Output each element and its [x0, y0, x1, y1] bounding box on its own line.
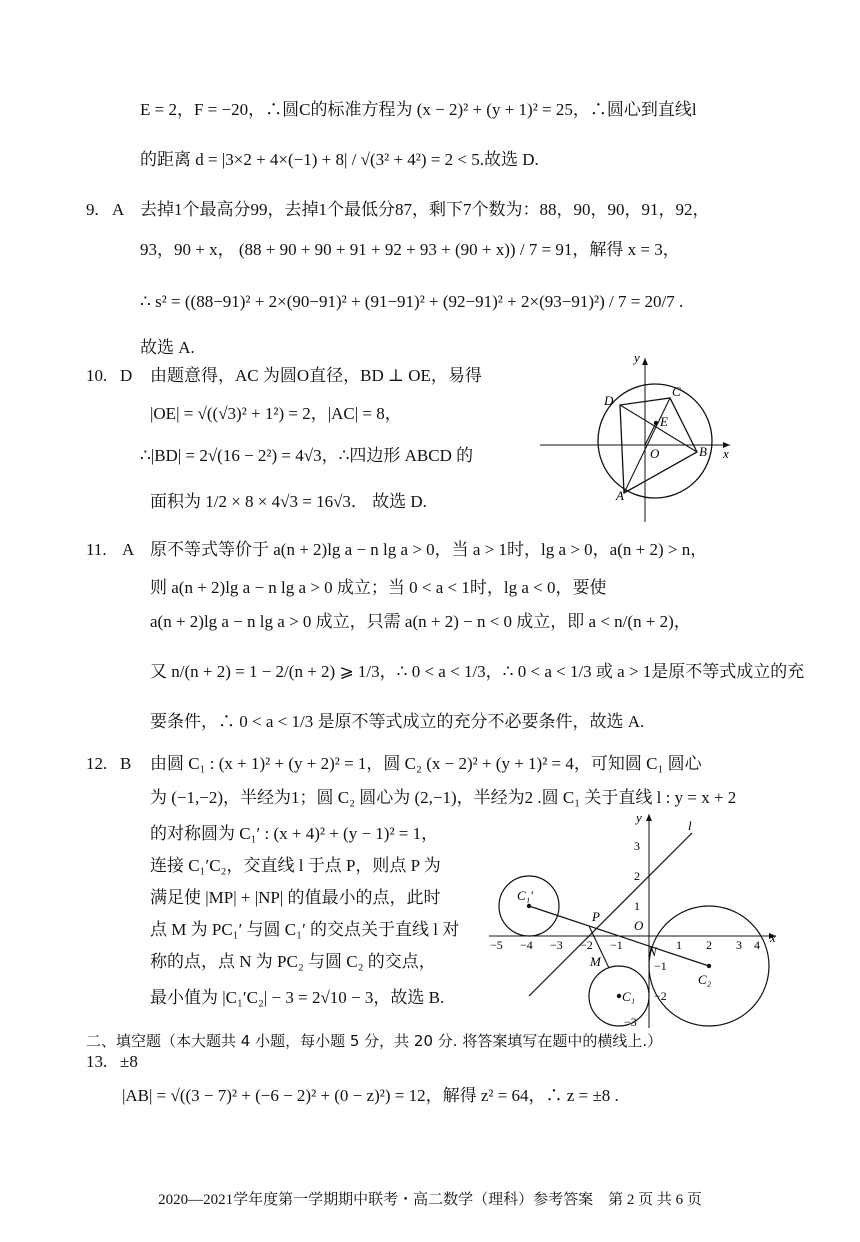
q12-ytick: 3 [634, 839, 640, 853]
q12-center-c1-prime [527, 904, 531, 908]
q10-answer: D [120, 366, 133, 385]
q11-line-3: a(n + 2)lg a − n lg a > 0 成立，只需 a(n + 2) − n < 0 成立，即 a < n/(n + 2)， [150, 612, 691, 631]
q10-label-a: A [616, 488, 624, 503]
q8-line-2: 的距离 d = |3×2 + 4×(−1) + 8| / √(3² + 4²) = 2 < 5.故选 D. [140, 150, 539, 169]
q12-label-o: O [634, 918, 644, 933]
q11-line-2: 则 a(n + 2)lg a − n lg a > 0 成立；当 0 < a < 1时，lg a < 0，要使 [150, 578, 607, 597]
q12-xtick: −4 [520, 938, 533, 952]
q12-label-c1: C₁ [622, 989, 636, 1004]
q10-circle [598, 384, 712, 498]
q12-ytick: −2 [654, 989, 667, 1003]
q13-number: 13. [86, 1052, 108, 1071]
q10-number: 10. [86, 366, 108, 385]
q9-answer: A [112, 200, 125, 219]
q12-label-l: l [688, 818, 692, 833]
q12-label-c1-prime: C₁′ [517, 888, 534, 903]
q12-label-m: M [590, 954, 601, 969]
q12-ytick: 1 [634, 899, 640, 913]
q12-line-4: 连接 C₁′C₂，交直线 l 于点 P，则点 P 为 [150, 856, 441, 875]
page-footer: 2020—2021学年度第一学期期中联考・高二数学（理科）参考答案 第 2 页 共 6 页 [158, 1192, 702, 1208]
q12-y-label: y [636, 810, 642, 825]
q12-xtick: 4 [754, 938, 760, 952]
q10-segment-oe [645, 423, 656, 445]
q10-label-c: C [672, 384, 681, 399]
q12-label-n: N [648, 944, 657, 959]
q9-line-1: 去掉1个最高分99，去掉1个最低分87，剩下7个数为：88，90，90，91，92， [140, 200, 710, 219]
q10-line-2: |OE| = √((√3)² + 1²) = 2，|AC| = 8， [150, 404, 402, 423]
q10-point-e [654, 421, 658, 425]
q11-line-4: 又 n/(n + 2) = 1 − 2/(n + 2) ⩾ 1/3，∴ 0 < a < 1/3，∴ 0 < a < 1/3 或 a > 1是原不等式成立的充 [150, 662, 805, 681]
q12-xtick: 3 [736, 938, 742, 952]
q10-y-arrow [642, 358, 648, 365]
q12-line-3: 的对称圆为 C₁′ : (x + 4)² + (y − 1)² = 1， [150, 824, 439, 843]
q9-line-4: 故选 A. [140, 338, 195, 357]
q10-y-label: y [634, 350, 640, 365]
q12-ytick: −1 [654, 959, 667, 973]
q11-line-1: 原不等式等价于 a(n + 2)lg a − n lg a > 0，当 a > 1时，lg a > 0，a(n + 2) > n， [150, 540, 708, 559]
q10-label-o: O [650, 446, 660, 461]
q12-xtick: −1 [610, 938, 623, 952]
q12-center-c2 [707, 964, 711, 968]
q12-xtick: −3 [550, 938, 563, 952]
q12-x-label: x [770, 930, 776, 945]
q11-number: 11. [86, 540, 107, 559]
q10-line-1: 由题意得，AC 为圆O直径，BD ⊥ OE，易得 [150, 366, 482, 385]
q10-figure [540, 350, 750, 525]
q11-answer: A [122, 540, 135, 559]
q12-line-7: 称的点，点 N 为 PC₂ 与圆 C₂ 的交点， [150, 952, 436, 971]
q12-line-1: 由圆 C₁ : (x + 1)² + (y + 2)² = 1，圆 C₂ (x − 2)² + (y + 1)² = 4，可知圆 C₁ 圆心 [150, 754, 702, 773]
q9-number: 9. [86, 200, 99, 219]
q13-line: |AB| = √((3 − 7)² + (−6 − 2)² + (0 − z)²) = 12，解得 z² = 64，∴ z = ±8 . [122, 1086, 619, 1105]
q11-line-5: 要条件，∴ 0 < a < 1/3 是原不等式成立的充分不必要条件，故选 A. [150, 712, 645, 731]
q12-number: 12. [86, 754, 108, 773]
q12-line-5: 满足使 |MP| + |NP| 的值最小的点，此时 [150, 888, 441, 907]
q10-label-b: B [699, 444, 707, 459]
q12-ytick: 2 [634, 869, 640, 883]
q10-label-d: D [604, 393, 614, 408]
q8-line-1: E = 2，F = −20，∴圆C的标准方程为 (x − 2)² + (y + 1)² = 25，∴圆心到直线l [140, 100, 697, 119]
q10-line-4: 面积为 1/2 × 8 × 4√3 = 16√3． 故选 D. [150, 492, 427, 511]
q12-label-p: P [592, 909, 600, 924]
q12-line-2: 为 (−1,−2)，半经为1；圆 C₂ 圆心为 (2,−1)，半经为2 .圆 C₁ 关于直线 l : y = x + 2 [150, 788, 737, 807]
q12-xtick: 2 [706, 938, 712, 952]
q12-xtick: 1 [676, 938, 682, 952]
q12-y-arrow [646, 814, 652, 821]
q13-answer: ±8 [120, 1052, 138, 1071]
q12-answer: B [120, 754, 132, 773]
q12-xtick: −5 [490, 938, 503, 952]
q9-line-2: 93，90 + x， (88 + 90 + 90 + 91 + 92 + 93 + (90 + x)) / 7 = 91，解得 x = 3， [140, 240, 680, 259]
q12-center-c1 [617, 994, 621, 998]
q12-xtick: −2 [580, 938, 593, 952]
q10-label-e: E [660, 414, 668, 429]
q9-line-3: ∴ s² = ((88−91)² + 2×(90−91)² + (91−91)² + (92−91)² + 2×(93−91)²) / 7 = 20/7 . [140, 292, 684, 311]
q12-line-8: 最小值为 |C₁′C₂| − 3 = 2√10 − 3，故选 B. [150, 988, 445, 1007]
q12-label-c2: C₂ [698, 972, 712, 987]
q12-ytick: −3 [624, 1015, 637, 1029]
section-2-title: 二、填空题（本大题共 4 小题，每小题 5 分，共 20 分. 将答案填写在题中的横线上.） [86, 1032, 663, 1050]
q10-line-3: ∴|BD| = 2√(16 − 2²) = 4√3，∴四边形 ABCD 的 [140, 446, 474, 465]
q12-line-6: 点 M 为 PC₁′ 与圆 C₁′ 的交点关于直线 l 对 [150, 920, 460, 939]
q10-x-label: x [723, 446, 729, 461]
q12-figure [484, 808, 784, 1030]
